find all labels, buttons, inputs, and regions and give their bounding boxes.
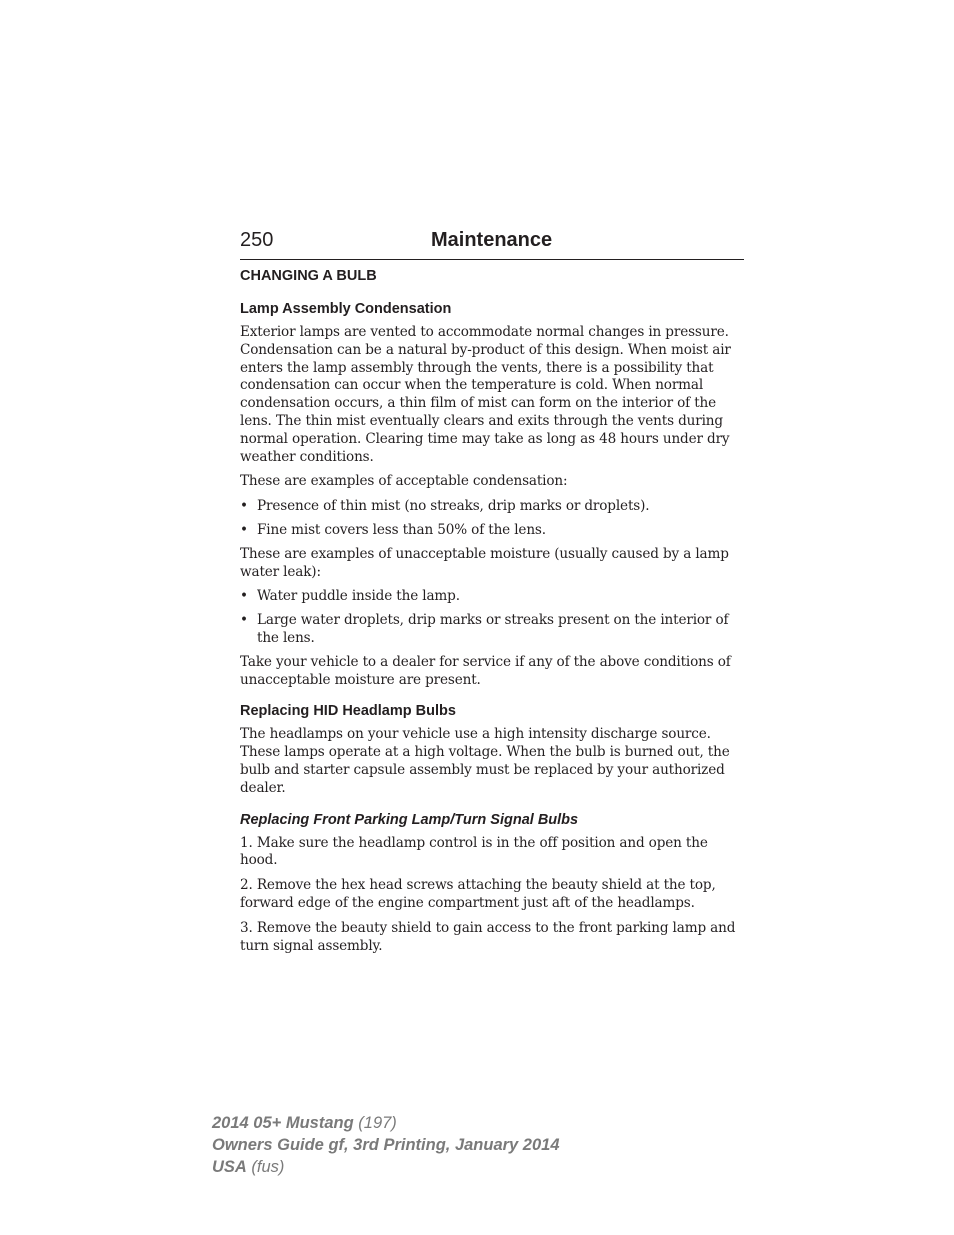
chapter-title: Maintenance — [431, 229, 553, 251]
unacceptable-intro: These are examples of unacceptable moisture (usually caused by a lamp water leak): — [240, 545, 729, 580]
bullet-icon: • — [240, 498, 248, 515]
list-item: • Presence of thin mist (no streaks, drip marks or droplets). — [240, 498, 650, 515]
parking-heading: Replacing Front Parking Lamp/Turn Signal Bulbs — [240, 811, 579, 828]
step-3: 3. Remove the beauty shield to gain access to the front parking lamp and turn signal assembly. — [240, 919, 736, 954]
condensation-heading: Lamp Assembly Condensation — [240, 301, 452, 317]
list-item: • Large water droplets, drip marks or streaks present on the interior of the lens. — [240, 612, 729, 646]
section-title: CHANGING A BULB — [240, 268, 377, 284]
condensation-closing: Take your vehicle to a dealer for service if any of the above conditions of unacceptable moisture are present. — [240, 653, 731, 688]
page-content — [240, 266, 744, 962]
list-item: • Fine mist covers less than 50% of the lens. — [240, 521, 546, 538]
condensation-paragraph: Exterior lamps are vented to accommodate normal changes in pressure. Condensation can be a natural by-product of this design. When moist air enters the lamp assembly through the vents, there is a possibility that condensation can occur when the temperature is cold. When normal condensation occurs, a thin film of mist can form on the interior of the lens. The thin mist eventually clears and exits through the vents during normal operation. Clearing time may take as long as 48 hours under dry weather conditions. — [240, 324, 731, 465]
acceptable-intro: These are examples of acceptable condensation: — [240, 473, 568, 490]
footer-line-2: Owners Guide gf, 3rd Printing, January 2014 — [212, 1136, 560, 1154]
step-2: 2. Remove the hex head screws attaching the beauty shield at the top, forward edge of the engine compartment just aft of the headlamps. — [240, 877, 716, 911]
bullet-icon: • — [240, 612, 248, 629]
footer-line-3: USA (fus) — [212, 1158, 285, 1176]
step-1: 1. Make sure the headlamp control is in the off position and open the hood. — [240, 834, 708, 869]
hid-paragraph: The headlamps on your vehicle use a high intensity discharge source. These lamps operate at a high voltage. When the bulb is burned out, the bulb and starter capsule assembly must be replaced by your authorized dealer. — [240, 726, 730, 796]
page-number: 250 — [240, 229, 274, 251]
unacceptable-list — [240, 588, 744, 647]
acceptable-list — [240, 498, 744, 540]
bullet-icon: • — [240, 588, 248, 605]
page-header — [240, 228, 744, 260]
bullet-icon: • — [240, 521, 248, 538]
list-item: • Water puddle inside the lamp. — [240, 588, 460, 605]
hid-heading: Replacing HID Headlamp Bulbs — [240, 703, 456, 720]
page-footer — [212, 1112, 560, 1178]
footer-line-1: 2014 05+ Mustang (197) — [212, 1114, 397, 1132]
